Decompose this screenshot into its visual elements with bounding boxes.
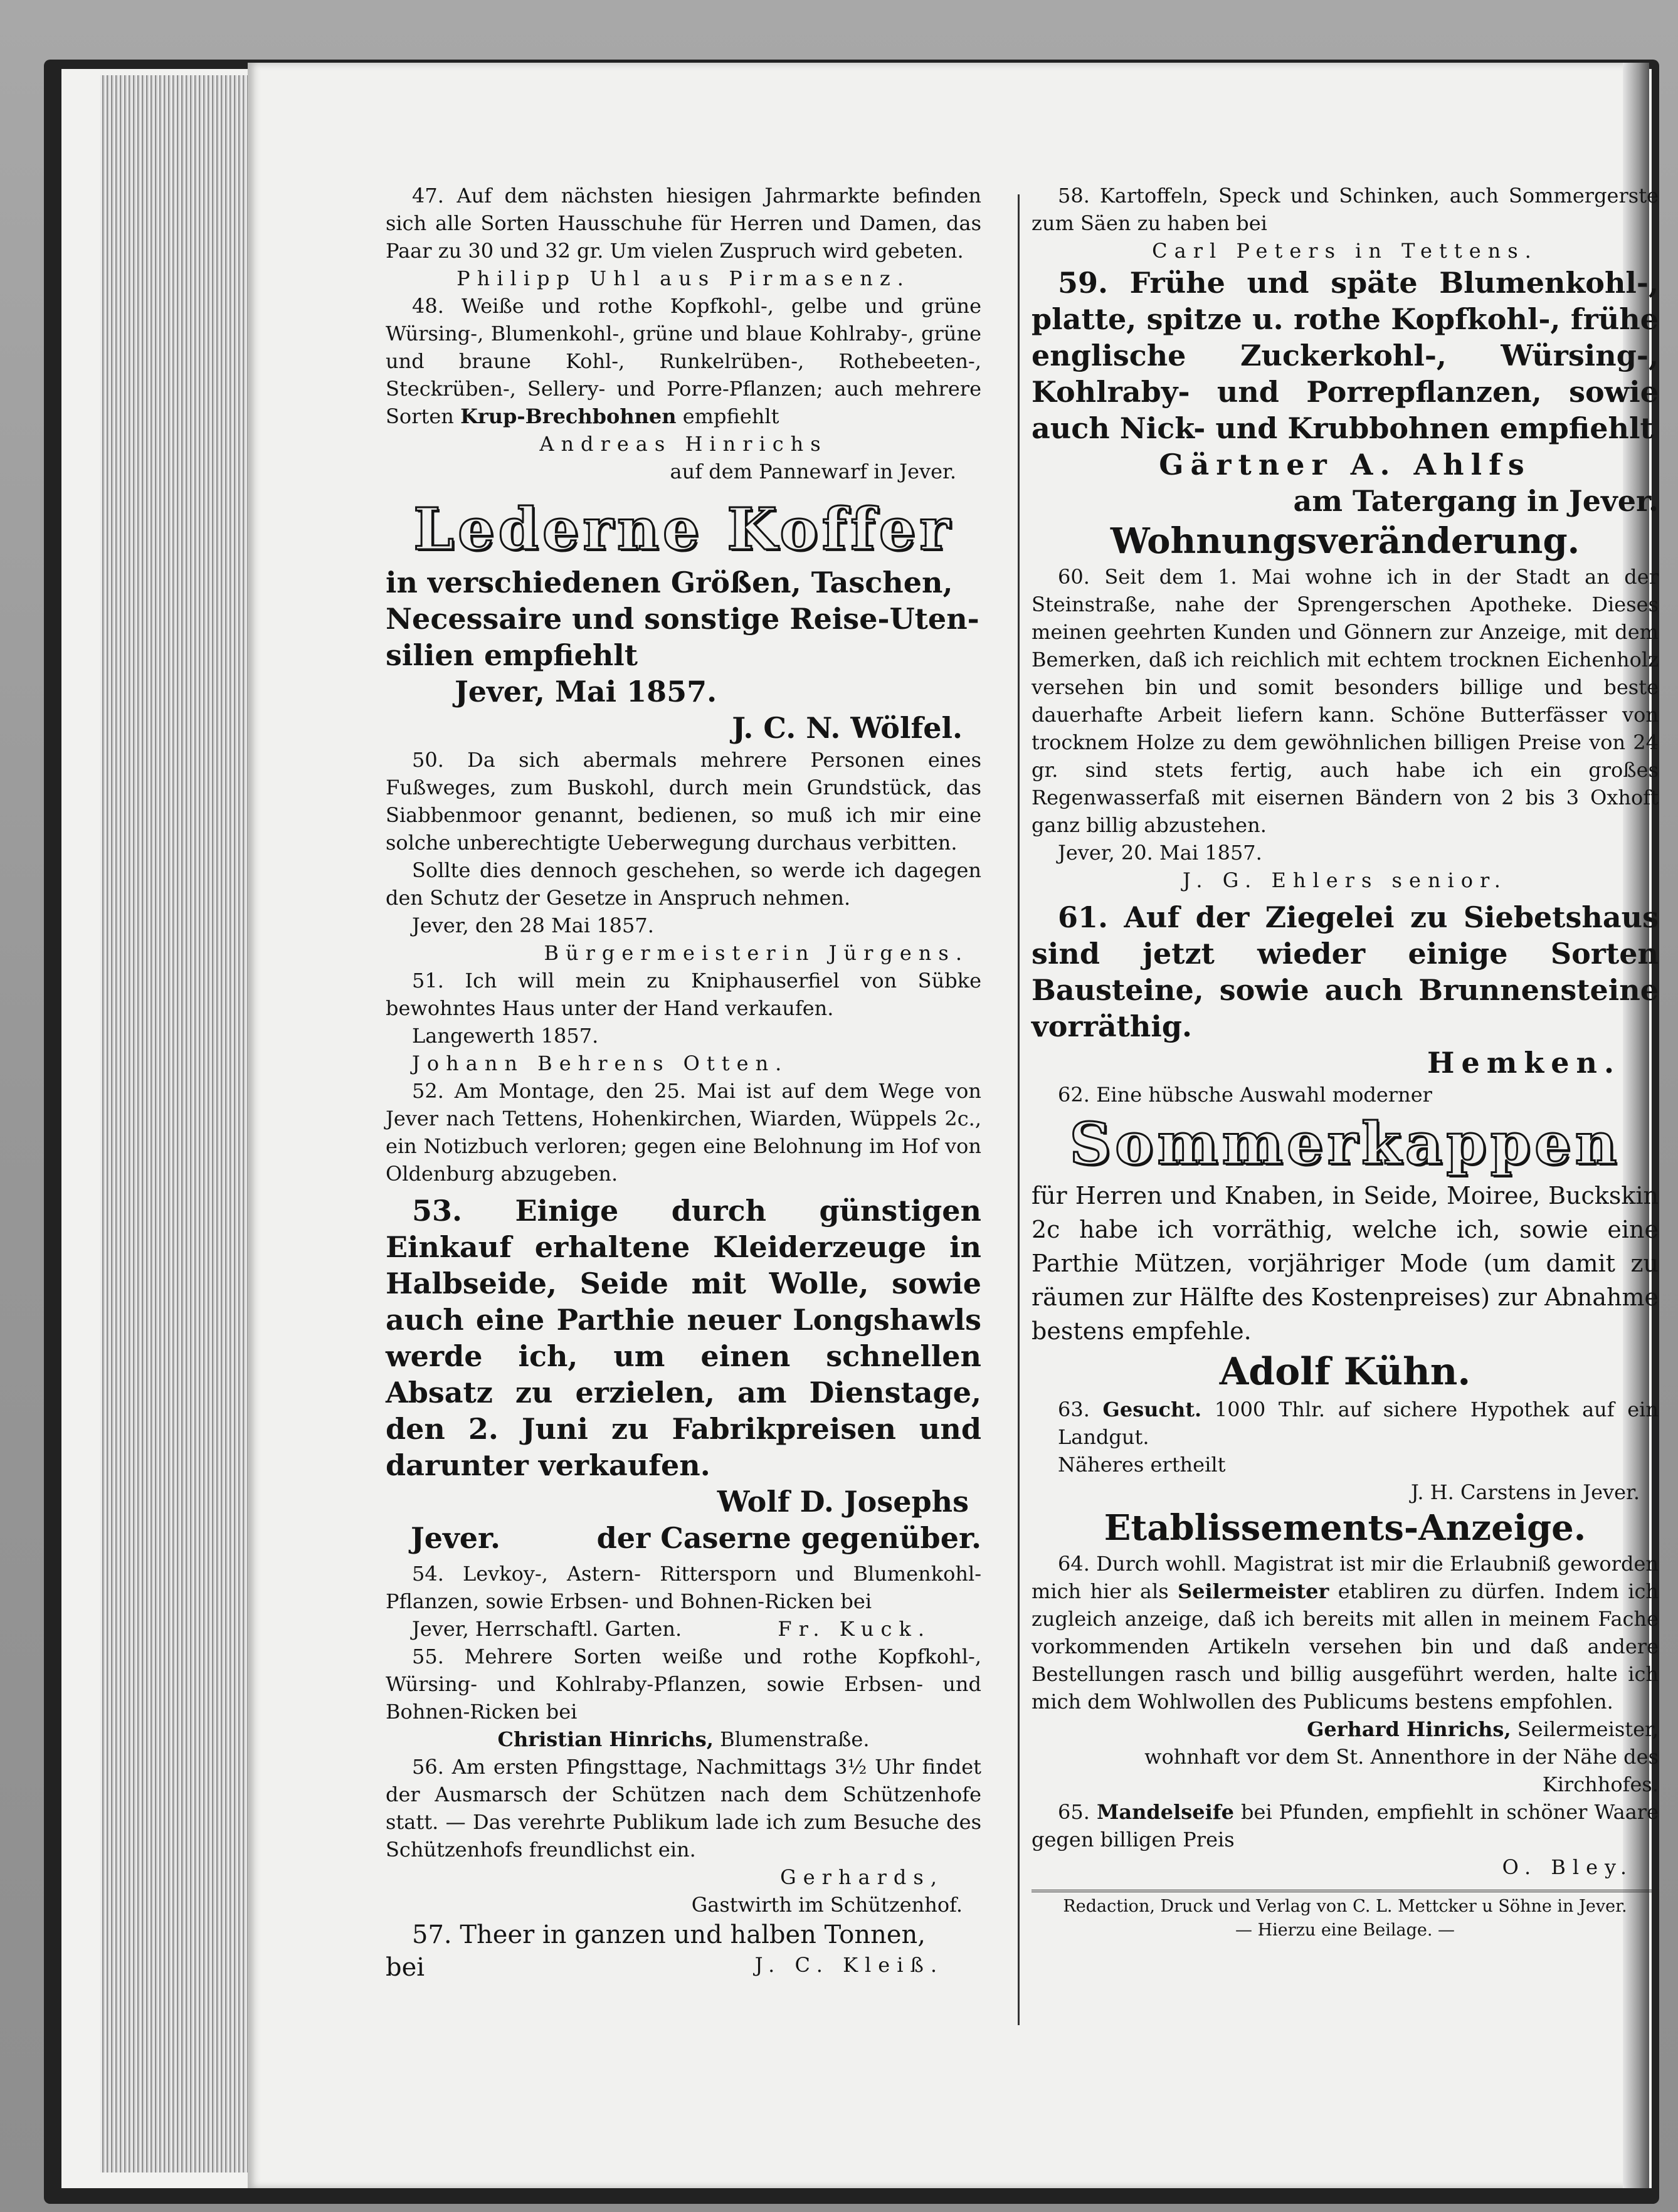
column-divider [1018, 194, 1020, 2025]
ad-56-address: Gastwirth im Schützenhof. [691, 1893, 963, 1917]
ad-49-headline: Lederne Koffer [413, 495, 954, 563]
ad-53-footer [386, 1520, 981, 1556]
ad-49-line2: Necessaire und sonstige Reise-Uten- [386, 602, 979, 636]
ad-62 [1032, 1081, 1659, 1396]
ad-50-signature: Bürgermeisterin Jürgens. [544, 941, 969, 965]
ad-64-text2: etabliren zu dürfen. Indem ich zugleich anzeige, daß ich bereits mit allen in meinem Fache vorkommenden Artikeln versehen bin und daß andere Bestellungen rasch und billig ausgeführt werden, halte ich mich dem Wohlwollen des Publicums bestens empfohlen. [1032, 1579, 1659, 1714]
ad-64 [1032, 1506, 1659, 1798]
ad-62-text: für Herren und Knaben, in Seide, Moiree, Buckskin 2c habe ich vorräthig, welche ich, sowie eine Parthie Mützen, vorjähriger Mode (um damit zu räumen zur Hälfte des Kostenpreises) zur Abnahme bestens empfehle. [1032, 1182, 1659, 1345]
ad-63-signature: J. H. Carstens in Jever. [1411, 1480, 1640, 1504]
ad-51-place: Langewerth 1857. [412, 1024, 599, 1048]
ad-51-text: 51. Ich will mein zu Kniphauserfiel von Sübke bewohntes Haus unter der Hand verkaufen. [386, 969, 981, 1020]
ad-57-signature: J. C. Kleiß. [754, 1953, 944, 1977]
newspaper-page [248, 63, 1659, 2188]
ad-49-signature: J. C. N. Wölfel. [732, 711, 963, 745]
ad-64-address: wohnhaft vor dem St. Annenthore in der Nähe des Kirchhofes. [1144, 1745, 1659, 1796]
ad-64-text1: 64. Durch wohll. Magistrat ist mir die Erlaubniß geworden mich hier als [1032, 1552, 1659, 1603]
ad-55 [386, 1643, 981, 1753]
ad-50-text2: Sollte dies dennoch geschehen, so werde ich dagegen den Schutz der Gesetze in Anspruch nehmen. [386, 858, 981, 910]
ad-60 [1032, 519, 1659, 894]
ad-52 [386, 1077, 981, 1188]
supplement-note: — Hierzu eine Beilage. — [1235, 1920, 1455, 1940]
ad-64-signature [1032, 1715, 1659, 1743]
ad-60-place: Jever, 20. Mai 1857. [1058, 841, 1262, 865]
ad-63-more: Näheres ertheilt [1058, 1453, 1226, 1477]
ad-52-text: 52. Am Montage, den 25. Mai ist auf dem Wege von Jever nach Tettens, Hohenkirchen, Wiarden, Wüppels 2c., ein Notizbuch verloren; gegen eine Belohnung im Hof von Oldenburg abzugeben. [386, 1079, 981, 1186]
ad-53-text: 53. Einige durch günstigen Einkauf erhaltene Kleiderzeuge in Halbseide, Seide mit Wolle, sowie auch eine Parthie neuer Longshawls werde ich, um einen schnellen Absatz zu erzielen, am Dienstage, den 2. Juni zu Fabrikpreisen und darunter verkaufen. [386, 1194, 981, 1482]
ad-54-text: 54. Levkoy-, Astern- Rittersporn und Blumenkohl-Pflanzen, sowie Erbsen- und Bohnen-Ricken bei [386, 1562, 981, 1613]
ad-64-headline: Etablissements-Anzeige. [1104, 1507, 1586, 1549]
ad-61-text: 61. Auf der Ziegelei zu Siebetshaus sind jetzt wieder einige Sorten Bausteine, sowie auch Brunnensteine vorräthig. [1032, 900, 1659, 1043]
ad-58-signature: Carl Peters in Tettens. [1152, 239, 1538, 263]
ad-64-sig-bold: Gerhard Hinrichs, [1307, 1717, 1511, 1741]
ad-56 [386, 1753, 981, 1919]
ad-47-signature: Philipp Uhl aus Pirmasenz. [456, 266, 910, 290]
ad-63-line [1032, 1396, 1659, 1451]
ad-65-label: 65. [1058, 1800, 1090, 1824]
ad-58 [1032, 182, 1659, 265]
ad-48-text [386, 292, 981, 430]
ad-49 [386, 494, 981, 746]
ad-50 [386, 746, 981, 967]
ad-48-body: 48. Weiße und rothe Kopfkohl-, gelbe und grüne Würsing-, Blumenkohl-, grüne und blaue Kohlraby-, grüne und braune Kohl-, Runkelrüben-, Rothebeeten-, Steckrüben-, Sellery- und Porre-Pflanzen; auch mehrere Sorten [386, 294, 981, 428]
ad-64-sig-tail: Seilermeister, [1517, 1717, 1659, 1741]
ad-54-place: Jever, Herrschaftl. Garten. [412, 1617, 682, 1641]
ad-58-text: 58. Kartoffeln, Speck und Schinken, auch Sommergerste zum Säen zu haben bei [1032, 184, 1659, 235]
ad-48-bold: Krup-Brechbohnen [460, 404, 677, 428]
ad-48-tail: empfiehlt [682, 404, 779, 428]
ad-49-line1: in verschiedenen Größen, Taschen, [386, 566, 953, 599]
left-column [386, 182, 981, 1984]
ad-57-footer [386, 1951, 981, 1984]
ad-57-text: 57. Theer in ganzen und halben Tonnen, [412, 1920, 926, 1949]
imprint: Redaction, Druck und Verlag von C. L. Mettcker u Söhne in Jever. [1063, 1897, 1627, 1916]
ad-55-text: 55. Mehrere Sorten weiße und rothe Kopfkohl-, Würsing- und Kohlraby-Pflanzen, sowie Erbsen- und Bohnen-Ricken bei [386, 1645, 981, 1724]
ad-55-signature [386, 1725, 981, 1753]
page-edges [100, 75, 260, 2172]
ad-54-footer [386, 1615, 981, 1643]
ad-65-signature: O. Bley. [1502, 1855, 1633, 1879]
ad-64-text [1032, 1550, 1659, 1715]
ad-63-text: 1000 Thlr. auf sichere Hypothek auf ein Landgut. [1058, 1398, 1659, 1449]
ad-55-sig-bold: Christian Hinrichs, [497, 1727, 714, 1751]
ad-61-signature: Hemken. [1427, 1046, 1621, 1080]
ad-50-place: Jever, den 28 Mai 1857. [412, 914, 654, 937]
footer-rule [1032, 1890, 1659, 1892]
ad-61 [1032, 899, 1659, 1081]
ad-63-bold: Gesucht. [1102, 1398, 1202, 1421]
ad-49-place: Jever, Mai 1857. [455, 675, 717, 708]
ad-62-signature: Adolf Kühn. [1219, 1350, 1471, 1394]
ad-65 [1032, 1798, 1659, 1881]
ad-59-text: 59. Frühe und späte Blumenkohl-, platte, spitze u. rothe Kopfkohl-, frühe englische Zuckerkohl-, Würsing-, Kohlraby- und Porrepflanzen, sowie auch Nick- und Krubbohnen empfiehlt [1032, 266, 1659, 445]
ad-63-label: 63. [1058, 1398, 1090, 1421]
ad-59 [1032, 265, 1659, 519]
ad-59-signature: Gärtner A. Ahlfs [1159, 448, 1531, 482]
ad-65-body: bei Pfunden, empfiehlt in schöner Waare gegen billigen Preis [1032, 1800, 1659, 1851]
ad-63 [1032, 1396, 1659, 1506]
ad-54-signature: Fr. Kuck. [778, 1617, 931, 1641]
ad-60-headline: Wohnungsveränderung. [1110, 520, 1580, 562]
ad-53-address: der Caserne gegenüber. [596, 1521, 981, 1555]
ad-50-text: 50. Da sich abermals mehrere Personen eines Fußweges, zum Buskohl, durch mein Grundstück, das Siabbenmoor genannt, bedienen, so muß ich mir eine solche unberechtigte Ueberwegung durchaus verbitten. [386, 748, 981, 855]
ad-62-headline: Sommerkappen [1069, 1110, 1621, 1177]
ad-56-signature: Gerhards, [780, 1865, 944, 1889]
ad-64-bold: Seilermeister [1177, 1579, 1329, 1603]
ad-60-text: 60. Seit dem 1. Mai wohne ich in der Stadt an der Steinstraße, nahe der Sprengerschen Apotheke. Dieses meinen geehrten Kunden und Gönnern zur Anzeige, mit dem Bemerken, daß ich reichlich mit echtem trocknen Eichenholz versehen bin und somit besonders billige und beste dauerhafte Arbeit liefern kann. Schöne Butterfässer von trocknem Holze zu dem gewöhnlichen billigen Preise von 24 gr. sind stets fertig, auch habe ich ein großes Regenwasserfaß mit eisernen Bändern von 2 bis 3 Oxhoft ganz billig abzustehen. [1032, 565, 1659, 837]
ad-53-signature: Wolf D. Josephs [717, 1485, 969, 1519]
ad-55-sig-tail: Blumenstraße. [720, 1727, 870, 1751]
ad-65-text [1032, 1798, 1659, 1853]
ad-62-intro: 62. Eine hübsche Auswahl moderner [1058, 1083, 1432, 1107]
ad-53-place: Jever. [411, 1521, 501, 1555]
ad-51 [386, 967, 981, 1077]
ad-59-address: am Tatergang in Jever. [1293, 484, 1659, 518]
right-column [1032, 182, 1659, 1942]
ad-57 [386, 1919, 981, 1984]
ad-65-bold: Mandelseife [1096, 1800, 1234, 1824]
ad-49-line3: silien empfiehlt [386, 638, 638, 672]
ad-56-text: 56. Am ersten Pfingsttage, Nachmittags 3½ Uhr findet der Ausmarsch der Schützen nach dem Schützenhofe statt. — Das verehrte Publikum lade ich zum Besuche des Schützenhofs freundlichst ein. [386, 1755, 981, 1862]
ad-51-signature: Johann Behrens Otten. [412, 1051, 789, 1075]
ad-47 [386, 182, 981, 292]
ad-60-signature: J. G. Ehlers senior. [1183, 868, 1507, 892]
ad-47-text: 47. Auf dem nächsten hiesigen Jahrmarkte befinden sich alle Sorten Hausschuhe für Herren und Damen, das Paar zu 30 und 32 gr. Um vielen Zuspruch wird gebeten. [386, 184, 981, 263]
ad-53 [386, 1193, 981, 1556]
ad-48 [386, 292, 981, 485]
ad-57-pre: bei [386, 1953, 425, 1982]
ad-54 [386, 1560, 981, 1643]
ad-48-signature: Andreas Hinrichs [539, 432, 828, 456]
ad-48-address: auf dem Pannewarf in Jever. [670, 460, 956, 483]
